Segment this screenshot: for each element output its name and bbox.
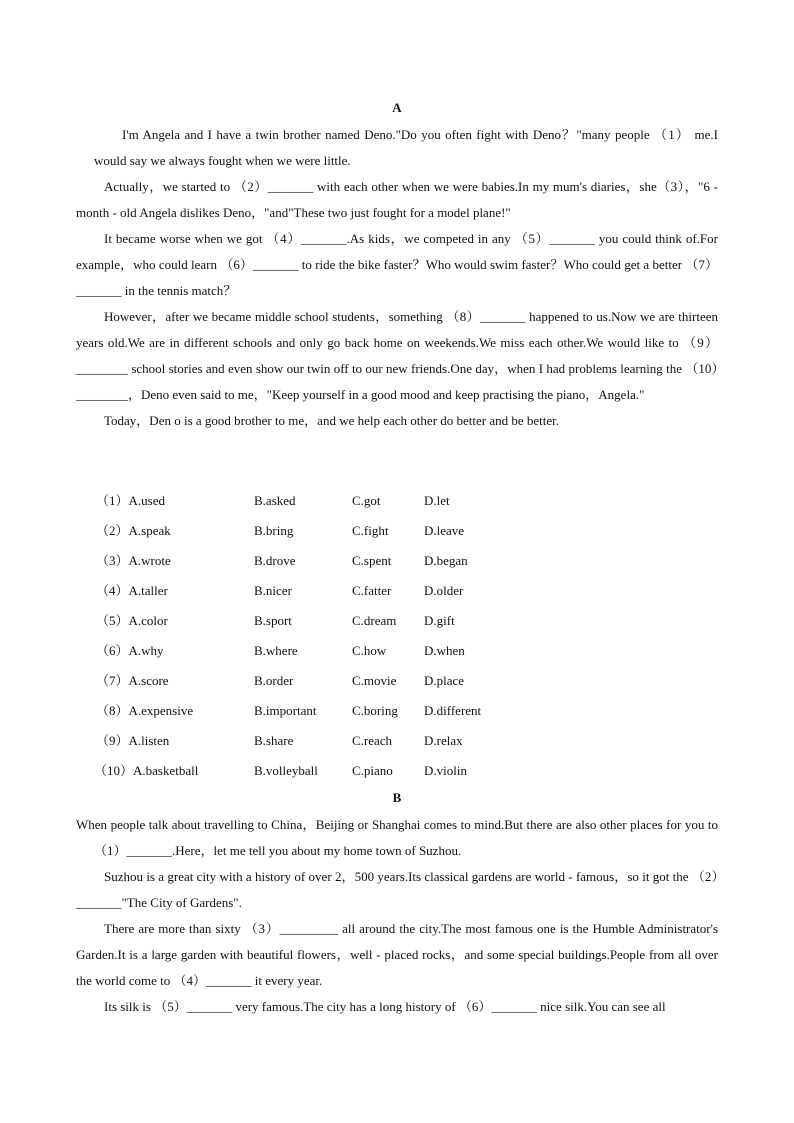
option-d: D.place [424,673,465,688]
option-row [96,576,556,606]
option-row [96,696,556,726]
option-d: D.let [424,493,450,508]
option-c: C.fatter [352,583,392,598]
section-a-passage [76,122,718,434]
option-d: D.older [424,583,464,598]
option-d: D.when [424,643,465,658]
option-row [96,636,556,666]
option-row [96,756,556,786]
section-a-options [96,486,556,786]
option-b: B.drove [254,553,296,568]
option-c: C.boring [352,703,398,718]
option-a: （8）A.expensive [96,703,194,718]
option-d: D.gift [424,613,455,628]
section-a-paragraph-3: It became worse when we got （4）_______.As kids，we competed in any （5）_______ you could think of.For example，who could learn （6）_______ to ride the bike faster？Who would swim faster？Who could get a better （7）_______ in the tennis match？ [76,231,718,298]
section-b-paragraph-4: Its silk is （5）_______ very famous.The city has a long history of （6）_______ nice silk.You can see all [104,999,666,1014]
option-b: B.nicer [254,583,292,598]
section-b-paragraph-1: When people talk about travelling to China，Beijing or Shanghai comes to mind.But there are also other places for you to （1）_______.Here，let me tell you about my home town of Suzhou. [76,817,718,858]
option-a: （4）A.taller [96,583,168,598]
option-c: C.fight [352,523,389,538]
option-c: C.piano [352,763,393,778]
option-a: （6）A.why [96,643,164,658]
option-d: D.relax [424,733,463,748]
option-b: B.asked [254,493,296,508]
option-b: B.sport [254,613,292,628]
option-b: B.important [254,703,317,718]
option-c: C.how [352,643,387,658]
option-a: （9）A.listen [96,733,170,748]
option-row [96,726,556,756]
option-b: B.order [254,673,294,688]
section-a-paragraph-5: Today，Den o is a good brother to me，and we help each other do better and be better. [104,413,560,428]
section-b-paragraph-3: There are more than sixty （3）_________ all around the city.The most famous one is the Humble Administrator's Garden.It is a large garden with beautiful flowers，well - placed rocks，and some special buildings.People from all over the world come to （4）_______ it every year. [76,921,719,988]
option-c: C.dream [352,613,397,628]
option-a: （3）A.wrote [96,553,171,568]
section-a-heading: A [392,100,402,115]
option-row [96,666,556,696]
option-row [96,516,556,546]
option-c: C.spent [352,553,392,568]
option-row [96,606,556,636]
option-a: （10）A.basketball [94,763,199,778]
option-a: （5）A.color [96,613,168,628]
option-d: D.began [424,553,468,568]
section-a-paragraph-1: I'm Angela and I have a twin brother named Deno."Do you often fight with Deno？"many people （1） me.I would say we always fought when we were little. [94,127,718,168]
option-d: D.leave [424,523,465,538]
option-c: C.reach [352,733,393,748]
option-a: （1）A.used [96,493,165,508]
option-a: （7）A.score [96,673,169,688]
section-b-passage [76,812,718,1020]
option-c: C.got [352,493,381,508]
option-row [96,546,556,576]
section-a-paragraph-2: Actually，we started to （2）_______ with each other when we were babies.In my mum's diaries，she（3），"6 - month - old Angela dislikes Deno，"and"These two just fought for a model plane!" [76,179,718,220]
section-a-paragraph-4: However，after we became middle school students，something （8）_______ happened to us.Now we are thirteen years old.We are in different schools and only go back home on weekends.We miss each other.We would like to （9）________ school stories and even show our twin off to our new friends.One day，when I had problems learning the （10）________，Deno even said to me，"Keep yourself in a good mood and keep practising the piano，Angela." [76,309,718,402]
option-b: B.where [254,643,298,658]
option-b: B.share [254,733,294,748]
option-d: D.violin [424,763,467,778]
option-a: （2）A.speak [96,523,171,538]
option-row [96,486,556,516]
option-b: B.volleyball [254,763,318,778]
section-b-paragraph-2: Suzhou is a great city with a history of over 2，500 years.Its classical gardens are world - famous，so it got the （2）_______"The City of Gardens". [76,869,718,910]
section-b-heading: B [392,790,402,805]
option-c: C.movie [352,673,397,688]
option-d: D.different [424,703,482,718]
option-b: B.bring [254,523,294,538]
